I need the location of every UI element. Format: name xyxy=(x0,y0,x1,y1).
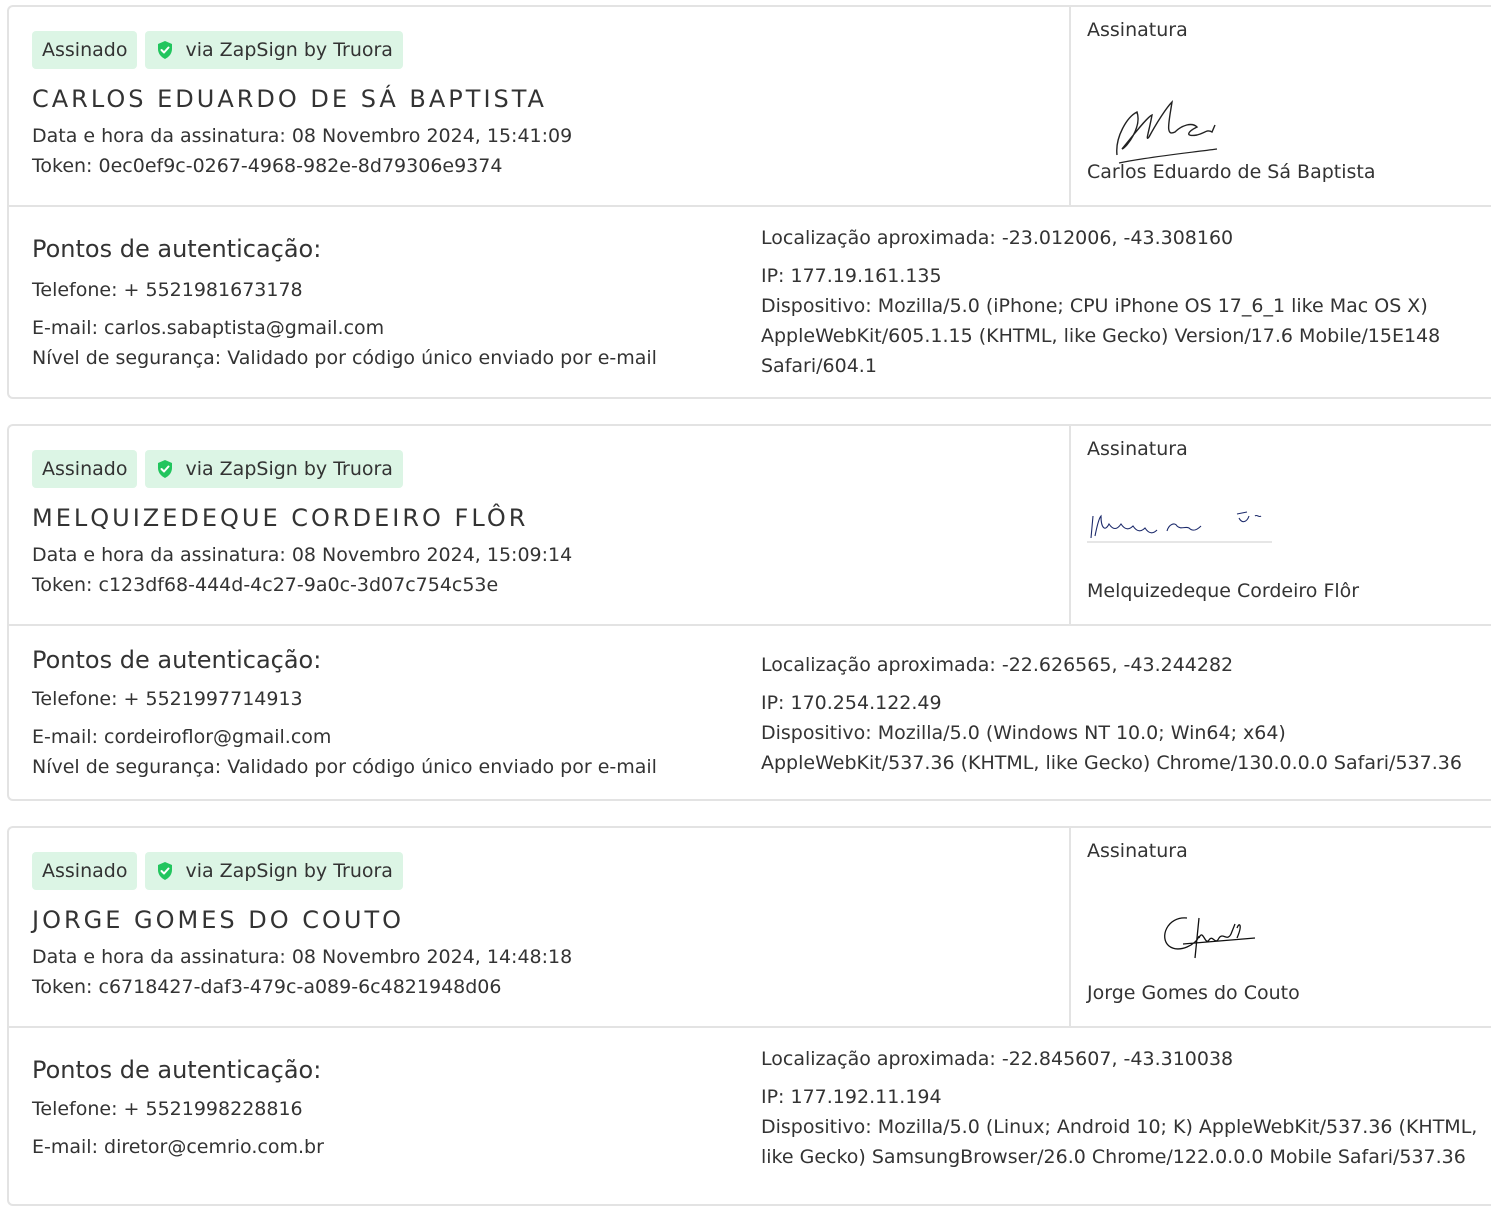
auth-location: Localização aproximada: -22.626565, -43.244282 xyxy=(761,654,1234,676)
status-badges xyxy=(32,31,403,69)
vertical-divider xyxy=(1069,7,1071,205)
auth-phone: Telefone: + 5521981673178 xyxy=(32,279,303,301)
signature-name: Jorge Gomes do Couto xyxy=(1087,982,1300,1004)
shield-check-icon xyxy=(155,459,175,479)
auth-email: E-mail: cordeiroflor@gmail.com xyxy=(32,726,332,748)
signer-header xyxy=(9,7,1491,207)
auth-security-level: Nível de segurança: Validado por código único enviado por e-mail xyxy=(32,756,657,778)
via-label: via ZapSign by Truora xyxy=(185,458,393,480)
signature-token: Token: c123df68-444d-4c27-9a0c-3d07c754c53e xyxy=(32,574,499,596)
status-label: Assinado xyxy=(42,39,128,61)
auth-phone: Telefone: + 5521997714913 xyxy=(32,688,303,710)
signature-datetime: Data e hora da assinatura: 08 Novembro 2024, 14:48:18 xyxy=(32,946,573,968)
signature-datetime: Data e hora da assinatura: 08 Novembro 2024, 15:09:14 xyxy=(32,544,573,566)
signer-card xyxy=(7,5,1491,399)
signature-token: Token: 0ec0ef9c-0267-4968-982e-8d79306e9374 xyxy=(32,155,503,177)
signer-header xyxy=(9,828,1491,1028)
auth-ip: IP: 177.192.11.194 xyxy=(761,1086,942,1108)
auth-security-level: Nível de segurança: Validado por código único enviado por e-mail xyxy=(32,347,657,369)
auth-location: Localização aproximada: -23.012006, -43.308160 xyxy=(761,227,1234,249)
signature-token: Token: c6718427-daf3-479c-a089-6c4821948d06 xyxy=(32,976,502,998)
via-badge xyxy=(145,31,403,69)
shield-check-icon xyxy=(155,40,175,60)
status-label: Assinado xyxy=(42,860,128,882)
via-badge xyxy=(145,450,403,488)
auth-email: E-mail: carlos.sabaptista@gmail.com xyxy=(32,317,385,339)
status-badges xyxy=(32,852,403,890)
signature-label: Assinatura xyxy=(1087,19,1188,41)
signature-image xyxy=(1087,486,1287,576)
via-label: via ZapSign by Truora xyxy=(185,39,393,61)
signer-header xyxy=(9,426,1491,626)
signer-card xyxy=(7,826,1491,1206)
status-badge xyxy=(32,31,137,69)
signer-name: CARLOS EDUARDO DE SÁ BAPTISTA xyxy=(32,85,547,113)
auth-device: Dispositivo: Mozilla/5.0 (Windows NT 10.0; Win64; x64) AppleWebKit/537.36 (KHTML, like Gecko) Chrome/130.0.0.0 Safari/537.36 xyxy=(761,722,1462,774)
auth-device: Dispositivo: Mozilla/5.0 (iPhone; CPU iPhone OS 17_6_1 like Mac OS X) AppleWebKit/605.1.15 (KHTML, like Gecko) Version/17.6 Mobile/15E148 Safari/604.1 xyxy=(761,295,1441,377)
signature-label: Assinatura xyxy=(1087,840,1188,862)
status-label: Assinado xyxy=(42,458,128,480)
shield-check-icon xyxy=(155,861,175,881)
status-badges xyxy=(32,450,403,488)
auth-title: Pontos de autenticação: xyxy=(32,235,322,263)
vertical-divider xyxy=(1069,828,1071,1026)
auth-ip: IP: 170.254.122.49 xyxy=(761,692,942,714)
signature-image xyxy=(1087,77,1287,167)
vertical-divider xyxy=(1069,426,1071,624)
auth-email: E-mail: diretor@cemrio.com.br xyxy=(32,1136,324,1158)
auth-phone: Telefone: + 5521998228816 xyxy=(32,1098,303,1120)
via-badge xyxy=(145,852,403,890)
auth-title: Pontos de autenticação: xyxy=(32,646,322,674)
auth-location: Localização aproximada: -22.845607, -43.310038 xyxy=(761,1048,1234,1070)
signature-datetime: Data e hora da assinatura: 08 Novembro 2024, 15:41:09 xyxy=(32,125,573,147)
signature-name: Carlos Eduardo de Sá Baptista xyxy=(1087,161,1376,183)
via-label: via ZapSign by Truora xyxy=(185,860,393,882)
status-badge xyxy=(32,450,137,488)
signature-label: Assinatura xyxy=(1087,438,1188,460)
status-badge xyxy=(32,852,137,890)
auth-device: Dispositivo: Mozilla/5.0 (Linux; Android 10; K) AppleWebKit/537.36 (KHTML, like Gecko) SamsungBrowser/26.0 Chrome/122.0.0.0 Mobile Safari/537.36 xyxy=(761,1116,1478,1168)
signer-name: JORGE GOMES DO COUTO xyxy=(32,906,405,934)
auth-ip: IP: 177.19.161.135 xyxy=(761,265,942,287)
signature-name: Melquizedeque Cordeiro Flôr xyxy=(1087,580,1360,602)
signature-image xyxy=(1087,898,1287,988)
signer-card xyxy=(7,424,1491,801)
auth-title: Pontos de autenticação: xyxy=(32,1056,322,1084)
signer-name: MELQUIZEDEQUE CORDEIRO FLÔR xyxy=(32,504,529,532)
